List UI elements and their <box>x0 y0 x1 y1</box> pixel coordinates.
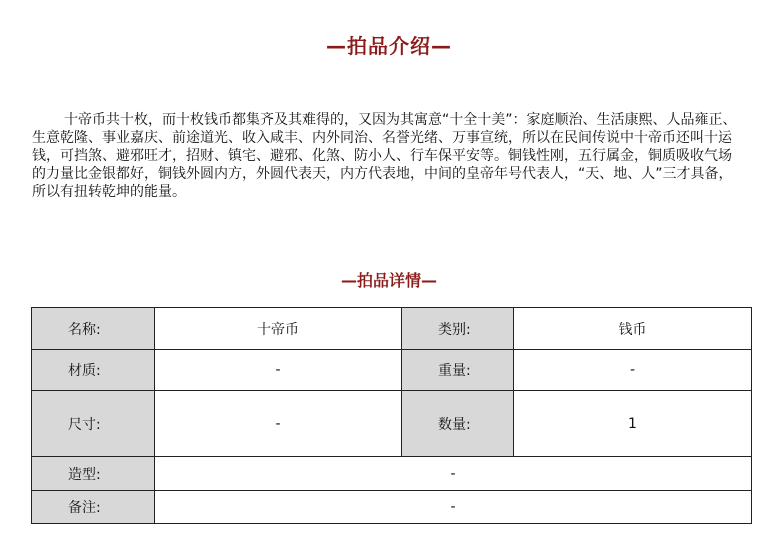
size-value: - <box>155 391 402 457</box>
quantity-value: 1 <box>514 391 752 457</box>
shape-value: - <box>155 457 752 491</box>
table-row <box>32 308 752 350</box>
shape-label: 造型: <box>32 457 155 491</box>
intro-paragraph: 十帝币共十枚，而十枚钱币都集齐及其难得的，又因为其寓意“十全十美”：家庭顺治、生活康熙、人品雍正、生意乾隆、事业嘉庆、前途道光、收入咸丰、内外同治、名誉光绪、万事宣统，所以在民间传说中十帝币还叫十运钱，可挡煞、避邪旺才，招财、镇宅、避邪、化煞、防小人、行车保平安等。铜钱性刚，五行属金，铜质吸收气场的力量比金银都好，铜钱外圆内方，外圆代表天，内方代表地，中间的皇帝年号代表人，“天、地、人”三才具备，所以有扭转乾坤的能量。 <box>32 112 737 200</box>
name-label: 名称: <box>32 308 155 350</box>
details-table <box>31 307 752 524</box>
material-label: 材质: <box>32 350 155 391</box>
remarks-label: 备注: <box>32 491 155 524</box>
weight-label: 重量: <box>402 350 514 391</box>
name-value: 十帝币 <box>155 308 402 350</box>
remarks-value: - <box>155 491 752 524</box>
table-row <box>32 350 752 391</box>
intro-section-title: —拍品介绍— <box>326 34 452 58</box>
table-row <box>32 491 752 524</box>
table-row <box>32 391 752 457</box>
material-value: - <box>155 350 402 391</box>
weight-value: - <box>514 350 752 391</box>
size-label: 尺寸: <box>32 391 155 457</box>
table-row <box>32 457 752 491</box>
category-label: 类别: <box>402 308 514 350</box>
details-section-title: —拍品详情— <box>340 271 437 290</box>
category-value: 钱币 <box>514 308 752 350</box>
quantity-label: 数量: <box>402 391 514 457</box>
